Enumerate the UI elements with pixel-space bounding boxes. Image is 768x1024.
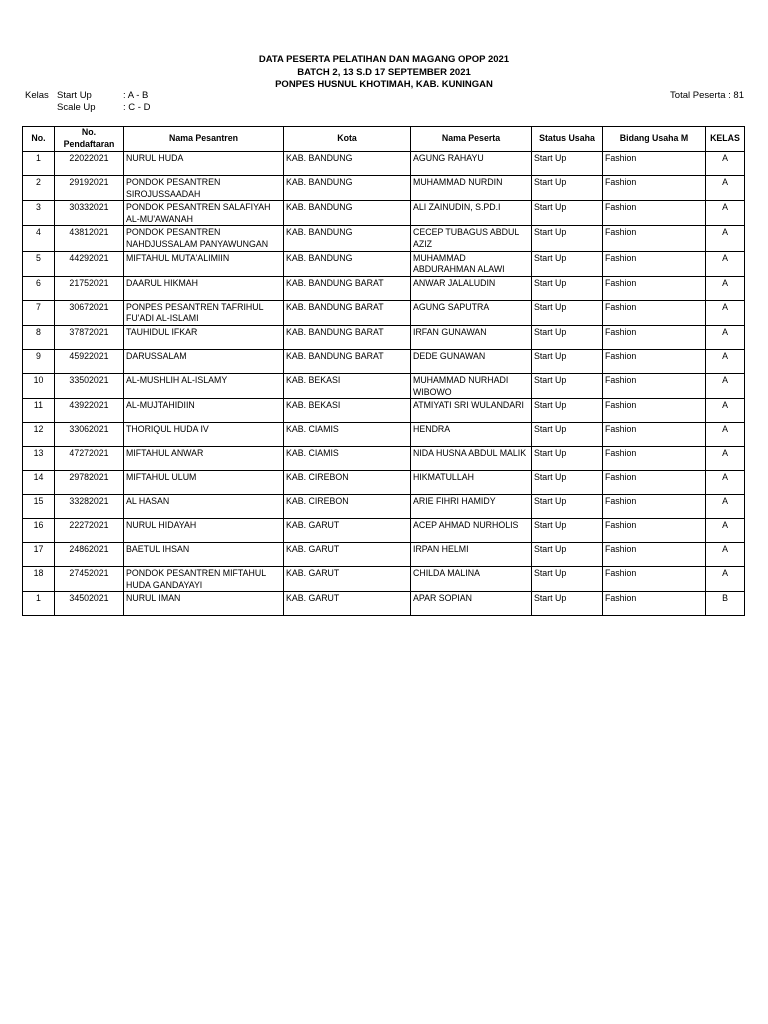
cell-bidang-usaha: Fashion	[603, 447, 706, 471]
column-header-kelas: KELAS	[706, 127, 745, 152]
title-line-3: PONPES HUSNUL KHOTIMAH, KAB. KUNINGAN	[275, 79, 493, 90]
table-row	[23, 567, 745, 592]
kelas-type-name: Scale Up	[57, 101, 96, 113]
cell-status-usaha: Start Up	[532, 399, 603, 423]
cell-bidang-usaha: Fashion	[603, 543, 706, 567]
cell-nama-pesantren: PONDOK PESANTREN NAHDJUSSALAM PANYAWUNGAN	[124, 226, 284, 251]
cell-kelas: A	[706, 152, 745, 176]
cell-status-usaha: Start Up	[532, 543, 603, 567]
total-peserta	[670, 90, 744, 102]
cell-no: 1	[23, 152, 55, 176]
kelas-legend-row	[25, 90, 183, 102]
cell-no: 4	[23, 226, 55, 251]
cell-kota: KAB. BEKASI	[284, 399, 411, 423]
cell-nama-peserta: AGUNG SAPUTRA	[411, 300, 532, 325]
table-row	[23, 495, 745, 519]
cell-nama-peserta: MUHAMMAD ABDURAHMAN ALAWI	[411, 251, 532, 276]
document-title	[0, 54, 768, 92]
cell-nama-pesantren: BAETUL IHSAN	[124, 543, 284, 567]
cell-no-pendaftaran: 34502021	[55, 592, 124, 616]
table-row	[23, 447, 745, 471]
cell-bidang-usaha: Fashion	[603, 423, 706, 447]
cell-nama-peserta: ALI ZAINUDIN, S.PD.I	[411, 201, 532, 226]
cell-no-pendaftaran: 33062021	[55, 423, 124, 447]
cell-no: 17	[23, 543, 55, 567]
cell-status-usaha: Start Up	[532, 325, 603, 349]
cell-no-pendaftaran: 29192021	[55, 176, 124, 201]
cell-kelas: A	[706, 519, 745, 543]
column-header-no-pendaftaran: No. Pendaftaran	[55, 127, 124, 152]
cell-bidang-usaha: Fashion	[603, 519, 706, 543]
cell-status-usaha: Start Up	[532, 423, 603, 447]
cell-nama-pesantren: PONDOK PESANTREN SALAFIYAH AL-MU'AWANAH	[124, 201, 284, 226]
cell-kelas: A	[706, 226, 745, 251]
cell-no-pendaftaran: 27452021	[55, 567, 124, 592]
cell-nama-peserta: ANWAR JALALUDIN	[411, 276, 532, 300]
cell-no: 12	[23, 423, 55, 447]
cell-kelas: A	[706, 399, 745, 423]
cell-no-pendaftaran: 22272021	[55, 519, 124, 543]
cell-nama-peserta: DEDE GUNAWAN	[411, 349, 532, 373]
cell-no-pendaftaran: 30332021	[55, 201, 124, 226]
cell-kota: KAB. BANDUNG	[284, 152, 411, 176]
cell-bidang-usaha: Fashion	[603, 276, 706, 300]
cell-status-usaha: Start Up	[532, 519, 603, 543]
cell-nama-pesantren: PONPES PESANTREN TAFRIHUL FU'ADI AL-ISLAMI	[124, 300, 284, 325]
cell-no: 5	[23, 251, 55, 276]
cell-nama-pesantren: DARUSSALAM	[124, 349, 284, 373]
cell-kelas: B	[706, 592, 745, 616]
cell-status-usaha: Start Up	[532, 349, 603, 373]
table-header	[23, 127, 745, 152]
cell-no: 18	[23, 567, 55, 592]
cell-kelas: A	[706, 423, 745, 447]
cell-kota: KAB. BANDUNG	[284, 176, 411, 201]
cell-nama-pesantren: MIFTAHUL ULUM	[124, 471, 284, 495]
cell-no: 10	[23, 373, 55, 398]
table-row	[23, 176, 745, 201]
cell-nama-pesantren: NURUL IMAN	[124, 592, 284, 616]
cell-nama-peserta: CECEP TUBAGUS ABDUL AZIZ	[411, 226, 532, 251]
cell-no: 8	[23, 325, 55, 349]
title-line-2: BATCH 2, 13 S.D 17 SEPTEMBER 2021	[297, 66, 471, 78]
cell-nama-peserta: ARIE FIHRI HAMIDY	[411, 495, 532, 519]
column-header-bidang-usaha: Bidang Usaha M	[603, 127, 706, 152]
table-body	[23, 152, 745, 616]
cell-nama-pesantren: NURUL HIDAYAH	[124, 519, 284, 543]
cell-nama-pesantren: AL-MUSHLIH AL-ISLAMY	[124, 373, 284, 398]
cell-bidang-usaha: Fashion	[603, 592, 706, 616]
cell-status-usaha: Start Up	[532, 373, 603, 398]
column-header-kota: Kota	[284, 127, 411, 152]
cell-nama-pesantren: AL-MUJTAHIDIIN	[124, 399, 284, 423]
kelas-legend	[25, 90, 183, 113]
cell-no: 9	[23, 349, 55, 373]
table-row	[23, 423, 745, 447]
table-row	[23, 152, 745, 176]
cell-nama-pesantren: THORIQUL HUDA IV	[124, 423, 284, 447]
cell-nama-pesantren: DAARUL HIKMAH	[124, 276, 284, 300]
table-row	[23, 519, 745, 543]
cell-kelas: A	[706, 325, 745, 349]
cell-no-pendaftaran: 44292021	[55, 251, 124, 276]
cell-no-pendaftaran: 43922021	[55, 399, 124, 423]
cell-nama-pesantren: AL HASAN	[124, 495, 284, 519]
cell-bidang-usaha: Fashion	[603, 201, 706, 226]
column-header-no: No.	[23, 127, 55, 152]
cell-kelas: A	[706, 471, 745, 495]
cell-no: 15	[23, 495, 55, 519]
cell-kota: KAB. BANDUNG	[284, 251, 411, 276]
cell-nama-peserta: MUHAMMAD NURDIN	[411, 176, 532, 201]
total-value: : 81	[728, 90, 744, 101]
cell-nama-pesantren: PONDOK PESANTREN MIFTAHUL HUDA GANDAYAYI	[124, 567, 284, 592]
cell-kelas: A	[706, 447, 745, 471]
cell-status-usaha: Start Up	[532, 226, 603, 251]
kelas-type-value: : C - D	[123, 101, 151, 113]
cell-nama-pesantren: NURUL HUDA	[124, 152, 284, 176]
cell-no-pendaftaran: 47272021	[55, 447, 124, 471]
cell-no-pendaftaran: 43812021	[55, 226, 124, 251]
cell-no: 7	[23, 300, 55, 325]
cell-no: 13	[23, 447, 55, 471]
table-row	[23, 300, 745, 325]
cell-nama-peserta: HIKMATULLAH	[411, 471, 532, 495]
cell-status-usaha: Start Up	[532, 495, 603, 519]
cell-kota: KAB. GARUT	[284, 567, 411, 592]
cell-no-pendaftaran: 30672021	[55, 300, 124, 325]
cell-status-usaha: Start Up	[532, 176, 603, 201]
cell-kelas: A	[706, 495, 745, 519]
cell-no: 11	[23, 399, 55, 423]
cell-status-usaha: Start Up	[532, 201, 603, 226]
cell-kota: KAB. CIREBON	[284, 495, 411, 519]
cell-no-pendaftaran: 29782021	[55, 471, 124, 495]
table-row	[23, 325, 745, 349]
cell-kelas: A	[706, 276, 745, 300]
total-label: Total Peserta	[670, 90, 726, 101]
cell-status-usaha: Start Up	[532, 276, 603, 300]
cell-kota: KAB. GARUT	[284, 592, 411, 616]
cell-kota: KAB. BANDUNG BARAT	[284, 300, 411, 325]
cell-bidang-usaha: Fashion	[603, 226, 706, 251]
cell-kota: KAB. BANDUNG	[284, 201, 411, 226]
cell-nama-pesantren: MIFTAHUL ANWAR	[124, 447, 284, 471]
kelas-type-value: : A - B	[123, 90, 149, 101]
kelas-label: Kelas	[25, 90, 49, 101]
cell-no-pendaftaran: 21752021	[55, 276, 124, 300]
cell-no-pendaftaran: 45922021	[55, 349, 124, 373]
cell-kota: KAB. GARUT	[284, 519, 411, 543]
cell-no-pendaftaran: 33502021	[55, 373, 124, 398]
cell-nama-peserta: APAR SOPIAN	[411, 592, 532, 616]
cell-no: 14	[23, 471, 55, 495]
table-row	[23, 226, 745, 251]
cell-kota: KAB. GARUT	[284, 543, 411, 567]
participant-table	[22, 126, 745, 616]
cell-status-usaha: Start Up	[532, 567, 603, 592]
cell-nama-peserta: NIDA HUSNA ABDUL MALIK	[411, 447, 532, 471]
cell-kelas: A	[706, 543, 745, 567]
cell-status-usaha: Start Up	[532, 152, 603, 176]
cell-status-usaha: Start Up	[532, 251, 603, 276]
cell-no-pendaftaran: 33282021	[55, 495, 124, 519]
cell-status-usaha: Start Up	[532, 471, 603, 495]
cell-no: 3	[23, 201, 55, 226]
table-row	[23, 276, 745, 300]
table-row	[23, 251, 745, 276]
cell-status-usaha: Start Up	[532, 300, 603, 325]
cell-kota: KAB. BANDUNG BARAT	[284, 349, 411, 373]
cell-nama-peserta: IRPAN HELMI	[411, 543, 532, 567]
cell-nama-peserta: IRFAN GUNAWAN	[411, 325, 532, 349]
cell-status-usaha: Start Up	[532, 447, 603, 471]
cell-kota: KAB. CIAMIS	[284, 423, 411, 447]
cell-kelas: A	[706, 567, 745, 592]
cell-no: 1	[23, 592, 55, 616]
cell-bidang-usaha: Fashion	[603, 471, 706, 495]
cell-no: 16	[23, 519, 55, 543]
cell-kelas: A	[706, 176, 745, 201]
cell-nama-peserta: AGUNG RAHAYU	[411, 152, 532, 176]
cell-no: 2	[23, 176, 55, 201]
cell-kota: KAB. CIREBON	[284, 471, 411, 495]
cell-kota: KAB. BANDUNG BARAT	[284, 325, 411, 349]
cell-no: 6	[23, 276, 55, 300]
cell-nama-peserta: HENDRA	[411, 423, 532, 447]
header-row	[23, 127, 745, 152]
cell-bidang-usaha: Fashion	[603, 349, 706, 373]
table-row	[23, 471, 745, 495]
cell-bidang-usaha: Fashion	[603, 495, 706, 519]
kelas-type-name: Start Up	[57, 90, 92, 101]
table-row	[23, 399, 745, 423]
cell-nama-peserta: MUHAMMAD NURHADI WIBOWO	[411, 373, 532, 398]
table-row	[23, 592, 745, 616]
cell-bidang-usaha: Fashion	[603, 325, 706, 349]
cell-kota: KAB. BANDUNG	[284, 226, 411, 251]
title-line-1: DATA PESERTA PELATIHAN DAN MAGANG OPOP 2021	[258, 54, 510, 65]
column-header-nama-peserta: Nama Peserta	[411, 127, 532, 152]
cell-kelas: A	[706, 349, 745, 373]
cell-bidang-usaha: Fashion	[603, 176, 706, 201]
cell-kelas: A	[706, 251, 745, 276]
cell-no-pendaftaran: 37872021	[55, 325, 124, 349]
table-row	[23, 349, 745, 373]
cell-bidang-usaha: Fashion	[603, 300, 706, 325]
cell-nama-peserta: ACEP AHMAD NURHOLIS	[411, 519, 532, 543]
cell-kelas: A	[706, 300, 745, 325]
cell-no-pendaftaran: 22022021	[55, 152, 124, 176]
cell-nama-peserta: ATMIYATI SRI WULANDARI	[411, 399, 532, 423]
cell-bidang-usaha: Fashion	[603, 251, 706, 276]
cell-nama-peserta: CHILDA MALINA	[411, 567, 532, 592]
cell-kelas: A	[706, 201, 745, 226]
cell-no-pendaftaran: 24862021	[55, 543, 124, 567]
cell-status-usaha: Start Up	[532, 592, 603, 616]
cell-nama-pesantren: MIFTAHUL MUTA'ALIMIIN	[124, 251, 284, 276]
cell-nama-pesantren: TAUHIDUL IFKAR	[124, 325, 284, 349]
cell-kota: KAB. CIAMIS	[284, 447, 411, 471]
column-header-status-usaha: Status Usaha	[532, 127, 603, 152]
column-header-nama-pesantren: Nama Pesantren	[124, 127, 284, 152]
cell-bidang-usaha: Fashion	[603, 567, 706, 592]
table-row	[23, 201, 745, 226]
table-row	[23, 373, 745, 398]
cell-kota: KAB. BEKASI	[284, 373, 411, 398]
table-row	[23, 543, 745, 567]
cell-kota: KAB. BANDUNG BARAT	[284, 276, 411, 300]
cell-bidang-usaha: Fashion	[603, 373, 706, 398]
cell-bidang-usaha: Fashion	[603, 399, 706, 423]
cell-bidang-usaha: Fashion	[603, 152, 706, 176]
kelas-legend-row	[25, 102, 183, 114]
cell-kelas: A	[706, 373, 745, 398]
cell-nama-pesantren: PONDOK PESANTREN SIROJUSSAADAH	[124, 176, 284, 201]
